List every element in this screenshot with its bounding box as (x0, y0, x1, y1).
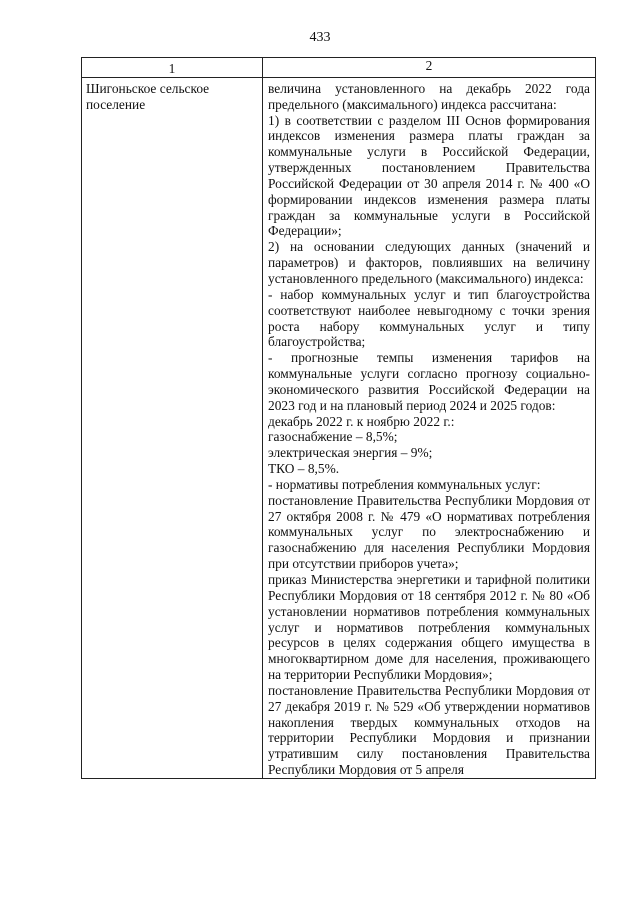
settlement-name-cell (82, 77, 263, 778)
paragraph-resolution-529: постановление Правительства Республики Мордовия от 27 декабря 2019 г. № 529 «Об утверждении нормативов накопления твердых коммунальных отходов на территории Республики Мордовия и признании утратившим силу постановления Правительства Республики Мордовия от 5 апреля (268, 682, 590, 778)
paragraph-item-2: 2) на основании следующих данных (значений и параметров) и факторов, повлиявших на величину установленного предельного (максимального) индекса: (268, 239, 590, 286)
paragraph-gas-rate: газоснабжение – 8,5%; (268, 429, 398, 445)
settlement-name: Шигоньское сельское поселение (86, 80, 210, 112)
paragraph-intro: величина установленного на декабрь 2022 года предельного (максимального) индекса рассчитана: (268, 80, 590, 112)
paragraph-consumption-norms: - нормативы потребления коммунальных услуг: (268, 476, 541, 492)
paragraph-services-set: - набор коммунальных услуг и тип благоустройства соответствуют наиболее невыгодному с точки зрения роста набору коммунальных услуг и типу благоустройства; (268, 286, 590, 350)
table-row (82, 77, 596, 778)
paragraph-waste-rate: ТКО – 8,5%. (268, 461, 340, 477)
description-cell (263, 77, 596, 778)
page-number: 433 (309, 30, 331, 45)
paragraph-resolution-479: постановление Правительства Республики Мордовия от 27 октября 2008 г. № 479 «О нормативах потребления коммунальных услуг по электроснабжению и газоснабжению для населения Республики Мордовия при отсутствии приборов учета»; (268, 492, 590, 572)
table-header-row (82, 58, 596, 78)
paragraph-tariff-forecast: - прогнозные темпы изменения тарифов на коммунальные услуги согласно прогнозу социально-экономического развития Российской Федерации на 2023 год и на плановый период 2024 и 2025 годов: (268, 350, 590, 413)
paragraph-electricity-rate: электрическая энергия – 9%; (268, 445, 433, 461)
paragraph-period: декабрь 2022 г. к ноябрю 2022 г.: (268, 413, 455, 429)
paragraph-item-1: 1) в соответствии с разделом III Основ формирования индексов изменения размера платы граждан за коммунальные услуги в Российской Федерации, утвержденных постановлением Правительства Российской Федерации от 30 апреля 2014 г. № 400 «О формировании индексов изменения размера платы граждан за коммунальные услуги в Российской Федерации»; (268, 112, 590, 239)
paragraph-order-80: приказ Министерства энергетики и тарифной политики Республики Мордовия от 18 сентября 2012 г. № 80 «Об установлении нормативов потребления коммунальных услуг и нормативов потребления коммунальных ресурсов в целях содержания общего имущества в многоквартирном доме для населения, проживающего на территории Республики Мордовия»; (268, 572, 590, 683)
column-header-1: 1 (82, 58, 263, 78)
column-header-2: 2 (263, 58, 596, 78)
document-table (81, 57, 596, 779)
